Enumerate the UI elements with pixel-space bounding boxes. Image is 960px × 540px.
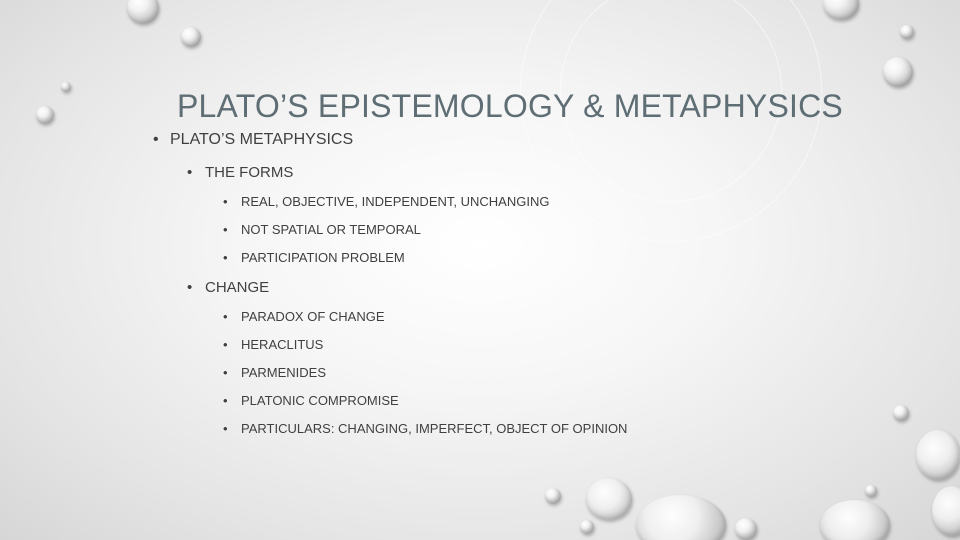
bullet-marker: • [223, 194, 228, 209]
water-droplet [545, 488, 561, 504]
bullet-marker: • [223, 365, 228, 380]
bullet-text: PARTICIPATION PROBLEM [241, 250, 405, 265]
bullet-marker: • [223, 421, 228, 436]
water-droplet [932, 486, 960, 536]
water-droplet [820, 500, 890, 540]
water-droplet [61, 82, 71, 92]
water-droplet [916, 430, 960, 480]
water-droplet [883, 57, 913, 87]
bullet-marker: • [187, 279, 193, 296]
bullet-text: NOT SPATIAL OR TEMPORAL [241, 222, 421, 237]
water-droplet [586, 478, 632, 520]
water-droplet [893, 405, 909, 421]
water-droplet [127, 0, 159, 24]
water-droplet [735, 518, 757, 540]
bullet-text: CHANGE [205, 279, 270, 296]
water-droplet [36, 106, 54, 124]
bullet-text: THE FORMS [205, 164, 294, 181]
water-droplet [181, 27, 201, 47]
water-droplet [865, 485, 877, 497]
bullet-marker: • [223, 337, 228, 352]
bullet-text: PARTICULARS: CHANGING, IMPERFECT, OBJECT OF OPINION [241, 421, 628, 436]
bullet-marker: • [223, 250, 228, 265]
bullet-text: HERACLITUS [241, 337, 324, 352]
water-droplet [636, 495, 726, 540]
bullet-text: REAL, OBJECTIVE, INDEPENDENT, UNCHANGING [241, 194, 550, 209]
bullet-text: PARMENIDES [241, 365, 326, 380]
bullet-marker: • [223, 309, 228, 324]
bullet-text: PLATO’S METAPHYSICS [170, 131, 354, 148]
bullet-text: PARADOX OF CHANGE [241, 309, 385, 324]
water-droplet [823, 0, 859, 20]
water-droplet [900, 25, 914, 39]
bullet-marker: • [187, 164, 193, 181]
bullet-marker: • [223, 393, 228, 408]
bullet-marker: • [153, 131, 159, 148]
bullet-marker: • [223, 222, 228, 237]
bullet-text: PLATONIC COMPROMISE [241, 393, 399, 408]
water-droplet [580, 520, 594, 534]
slide-title: PLATO’S EPISTEMOLOGY & METAPHYSICS [177, 88, 843, 124]
